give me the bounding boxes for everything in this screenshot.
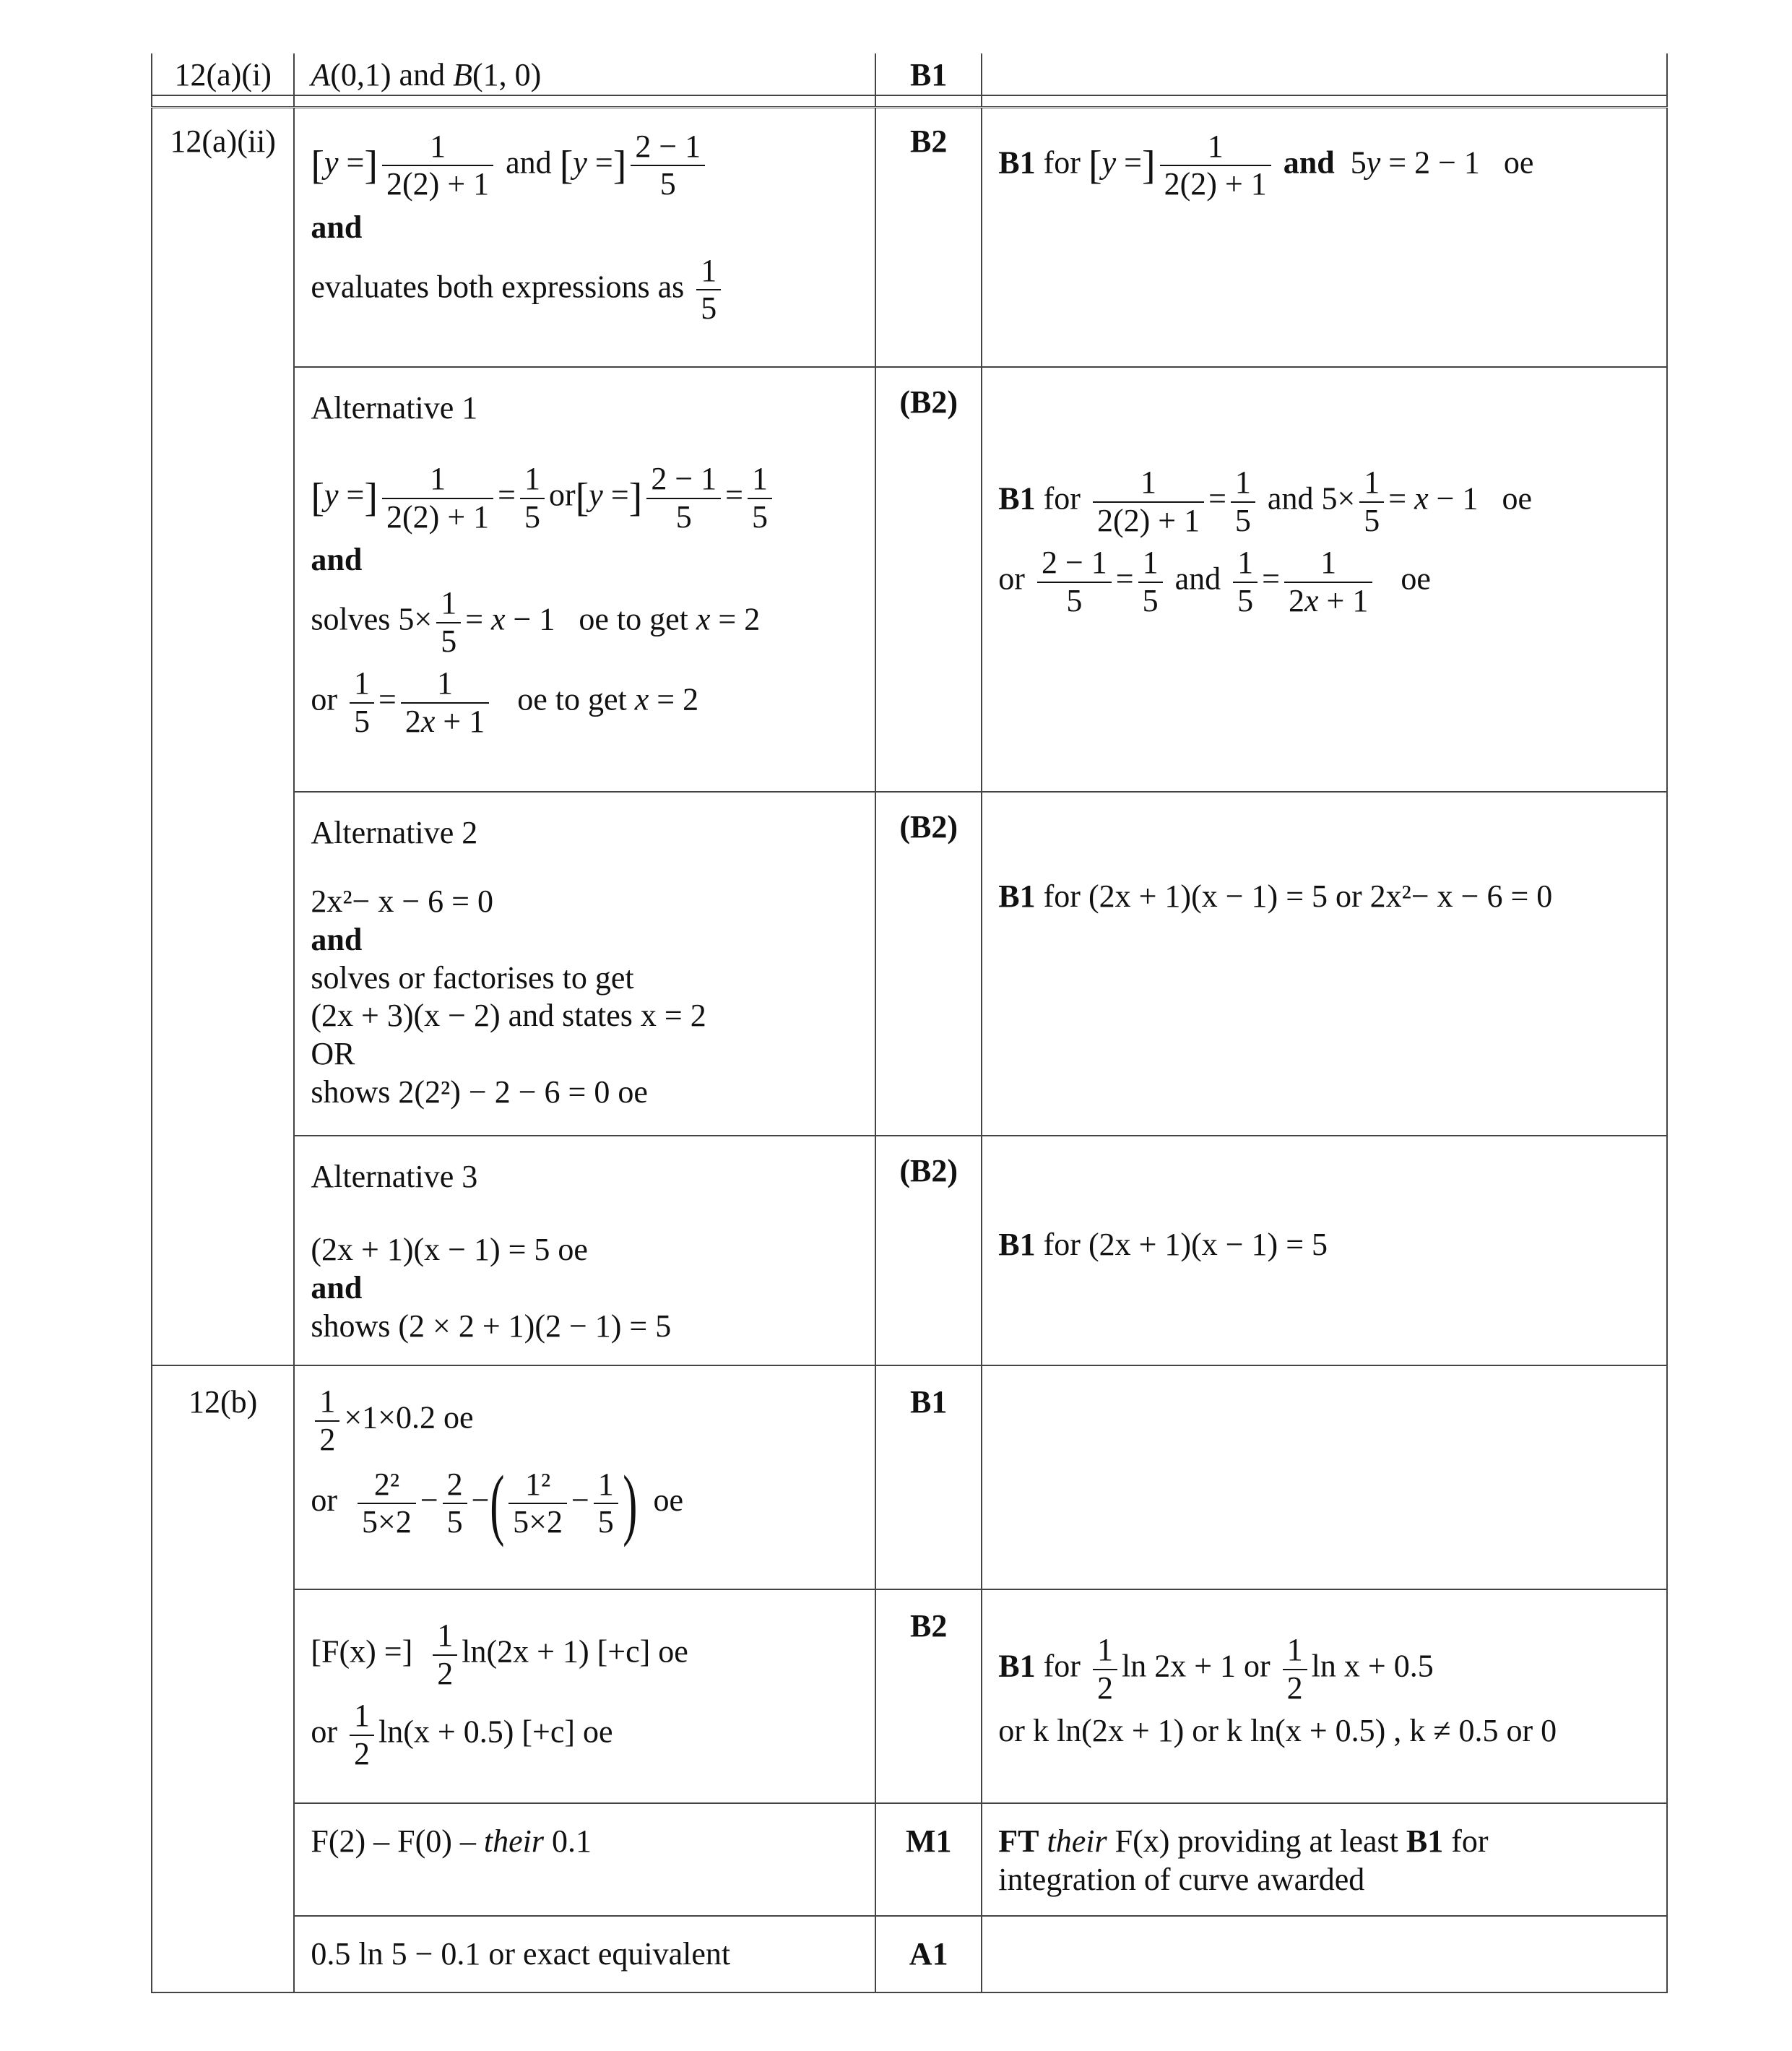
guidance-cell bbox=[982, 1365, 1667, 1589]
answer-cell: Alternative 2 2x²− x − 6 = 0 and solves or factorises to get (2x + 3)(x − 2) and states x = 2 OR shows 2(2²) − 2 − 6 = 0 oe bbox=[294, 792, 875, 1136]
table-row bbox=[152, 1365, 1667, 1589]
alternative-title: Alternative 1 bbox=[311, 390, 478, 426]
table-row bbox=[152, 107, 1667, 367]
part-label: 12(a)(ii) bbox=[152, 107, 294, 1365]
table-row bbox=[152, 367, 1667, 792]
table-row bbox=[152, 1916, 1667, 1992]
and-label: and bbox=[311, 209, 363, 245]
table-row bbox=[152, 1589, 1667, 1803]
answer-cell: [y =] $\frac{1}{2(2) + 1}$ and [y =] $\frac{2 - 1}{5}$ and evaluates both expressions as $\frac{1}{5}$ bbox=[294, 107, 875, 367]
mark-cell: (B2) bbox=[875, 792, 982, 1136]
alternative-title: Alternative 3 bbox=[311, 1159, 478, 1195]
guidance-cell bbox=[982, 1916, 1667, 1992]
table-row bbox=[152, 1803, 1667, 1916]
evaluates-text: evaluates both expressions as bbox=[311, 269, 685, 305]
answer-cell: Alternative 1 [y =] $\frac{1}{2(2) + 1}$ = $\frac{1}{5}$ or[y =] $\frac{2 - 1}{5}$ = $\frac{1}{5}$ and solves 5× $\frac{1}{5}$ = x − 1 oe to get x = 2 or $\frac{1}{5}$ = $\frac{1}{2x + 1}$ oe to get x = 2 bbox=[294, 367, 875, 792]
mark-cell: B2 bbox=[875, 1589, 982, 1803]
mark-cell: A1 bbox=[875, 1916, 982, 1992]
part-label: 12(b) bbox=[152, 1365, 294, 1992]
alternative-title: Alternative 2 bbox=[311, 815, 478, 851]
mark-cell: M1 bbox=[875, 1803, 982, 1916]
guidance-cell: B1 for $\frac{1}{2(2) + 1}$ = $\frac{1}{5}$ and 5× $\frac{1}{5}$ = x − 1 oe or $\frac{2 - 1}{5}$ = $\frac{1}{5}$ and $\frac{1}{5}$ = $\frac{1}{2x + 1}$ oe bbox=[982, 367, 1667, 792]
guidance-cell: B1 for [y =] $\frac{1}{2(2) + 1}$ and 5y = 2 − 1 oe bbox=[982, 107, 1667, 367]
guidance-cell: B1 for $\frac{1}{2}$ ln 2x + 1 or $\frac{1}{2}$ ln x + 0.5 or k ln(2x + 1) or k ln(x + 0.5) , k ≠ 0.5 or 0 bbox=[982, 1589, 1667, 1803]
mark-cell: B1 bbox=[875, 1365, 982, 1589]
answer-cell: $\frac{1}{2}$ ×1×0.2 oe or $\frac{\text{2²}}{5\times 2}$ − $\frac{2}{5}$ −( $\frac{\text{1²}}{5\times 2}$ − $\frac{1}{5}$ ) oe bbox=[294, 1365, 875, 1589]
guidance-cell: B1 for (2x + 1)(x − 1) = 5 bbox=[982, 1136, 1667, 1365]
answer-cell: F(2) – F(0) – their 0.1 bbox=[294, 1803, 875, 1916]
answer-cell: 0.5 ln 5 − 0.1 or exact equivalent bbox=[294, 1916, 875, 1992]
mark-scheme-table bbox=[151, 53, 1668, 1993]
guidance-cell: B1 for (2x + 1)(x − 1) = 5 or 2x²− x − 6 = 0 bbox=[982, 792, 1667, 1136]
part-label: 12(a)(i) bbox=[152, 53, 294, 95]
mark-cell: (B2) bbox=[875, 367, 982, 792]
table-row bbox=[152, 1136, 1667, 1365]
row-separator bbox=[152, 95, 1667, 108]
answer-cell: Alternative 3 (2x + 1)(x − 1) = 5 oe and shows (2 × 2 + 1)(2 − 1) = 5 bbox=[294, 1136, 875, 1365]
table-row bbox=[152, 53, 1667, 95]
guidance-cell bbox=[982, 53, 1667, 95]
answer-cell: A(0,1) and B(1, 0) bbox=[294, 53, 875, 95]
guidance-cell: FT their F(x) providing at least B1 for integration of curve awarded bbox=[982, 1803, 1667, 1916]
mark-cell: B1 bbox=[875, 53, 982, 95]
mark-cell: (B2) bbox=[875, 1136, 982, 1365]
answer-cell: [F(x) =] $\frac{1}{2}$ ln(2x + 1) [+c] oe or $\frac{1}{2}$ ln(x + 0.5) [+c] oe bbox=[294, 1589, 875, 1803]
table-row bbox=[152, 792, 1667, 1136]
mark-cell: B2 bbox=[875, 107, 982, 367]
